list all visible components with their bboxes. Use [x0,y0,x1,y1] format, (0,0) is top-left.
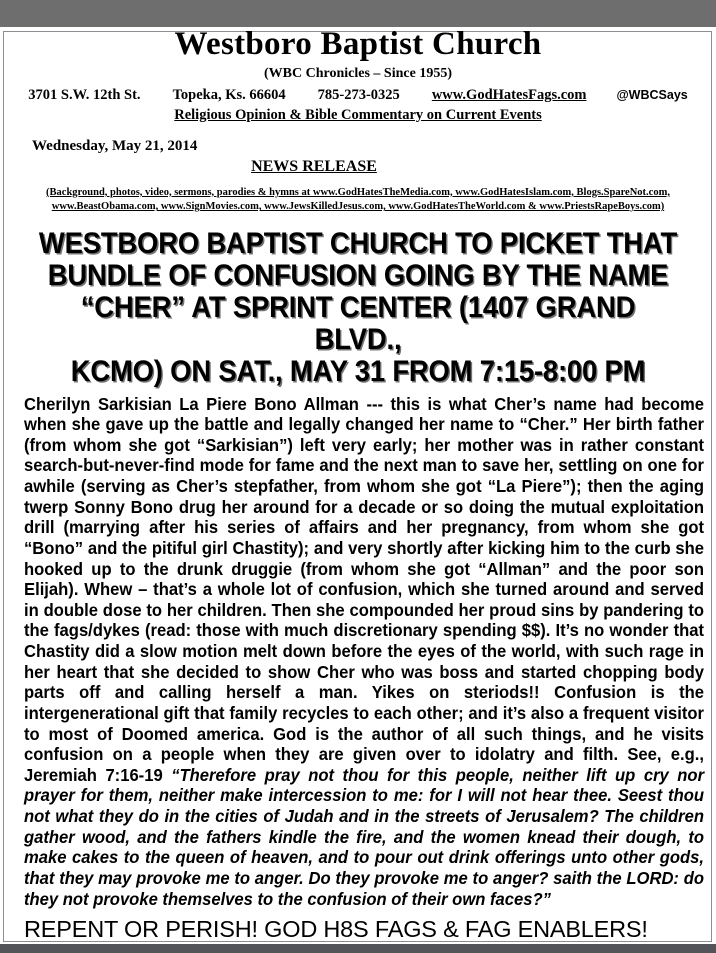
headline-line: WESTBORO BAPTIST CHURCH TO PICKET THAT [38,226,678,260]
social-handle[interactable]: @WBCSays [616,87,688,102]
street-address: 3701 S.W. 12th St. [28,86,141,103]
news-release-text: NEWS RELEASE [251,157,377,175]
page-bottom-bar [0,944,716,953]
release-date: Wednesday, May 21, 2014 [32,137,198,154]
tagline [14,107,702,124]
scripture-quote: “Therefore pray not thou for this people, neither lift up cry nor prayer for them, neither make intercession to me: for I will not hear thee. Seest thou not what they do in the cities of Judah and in the streets of Jerusalem? The children gather wood, and the fathers kindle the fire, and the women knead their dough, to make cakes to the queen of heaven, and to pour out drink offerings unto other gods, that they may provoke me to anger. Do they provoke me to anger? saith the LORD: do they not provoke themselves to the confusion of their own faces?” [24,764,705,909]
phone-number: 785-273-0325 [317,86,400,103]
organization-title: Westboro Baptist Church [174,26,542,62]
closing-statement: REPENT OR PERISH! GOD H8S FAGS & FAG ENABLERS! [24,916,648,943]
contact-row [14,87,702,104]
website-link[interactable]: www.GodHatesFags.com [431,86,587,103]
headline-line: BUNDLE OF CONFUSION GOING BY THE NAME [47,258,669,292]
tagline-text: Religious Opinion & Bible Commentary on Current Events [174,106,542,123]
news-release-page [0,27,716,953]
background-links-note [14,186,702,215]
background-links-line-2 [14,200,702,214]
city-state-zip: Topeka, Ks. 66604 [172,86,286,103]
background-links-line-1-text[interactable]: (Background, photos, video, sermons, parodies & hymns at www.GodHatesTheMedia.com, www.GodHatesIslam.com, Blogs.SpareNot.com, [46,186,670,198]
background-links-line-2-text[interactable]: www.BeastObama.com, www.SignMovies.com, www.JewsKilledJesus.com, www.GodHatesTheWorld.com & www.PriestsRapeBoys.com) [51,201,665,213]
organization-subtitle: (WBC Chronicles – Since 1955) [264,65,452,81]
news-release-label [0,158,702,176]
commentary-text: Cherilyn Sarkisian La Piere Bono Allman --- this is what Cher’s name had become when she gave up the battle and legally changed her name to “Cher.” Her birth father (from whom she got “Sarkisian”) left very early; her mother was in rather constant search-but-never-find mode for fame and the next man to save her, settling on one for awhile (serving as Cher’s stepfather, from whom she got “La Piere”); then the aging twerp Sonny Bono drug her around for a decade or so doing the mutual exploitation drill (marrying after his series of affairs and her pregnancy, from whom she got “Bono” and the pitiful girl Chastity); and very shortly after kicking him to the curb she hooked up to the drunk druggie (from whom she got “Allman” and the poor son Elijah). Whew – that’s a whole lot of confusion, which she turned around and served in double dose to her children. Then she compounded her proud sins by pandering to the fags/dykes (read: those with much discretionary spending $$). It’s no wonder that Chastity did a slow motion melt down before the eyes of the world, with such rage in her heart that she decided to show Cher who was boss and started chopping body parts off and calling herself a man. Yikes on steriods!! Confusion is the intergenerational gift that family recycles to each other; and it’s also a frequent visitor to most of Doomed america. God is the author of all such things, and he visits confusion on a people when they are given over to idolatry and filth. See, e.g., Jeremiah 7:16-19 [24,393,705,785]
body-text [24,394,704,910]
background-links-line-1 [14,186,702,200]
headline-line: “CHER” AT SPRINT CENTER (1407 GRAND BLVD., [80,290,636,356]
headline [38,228,678,388]
headline-line: KCMO) ON SAT., MAY 31 FROM 7:15-8:00 PM [70,354,646,388]
